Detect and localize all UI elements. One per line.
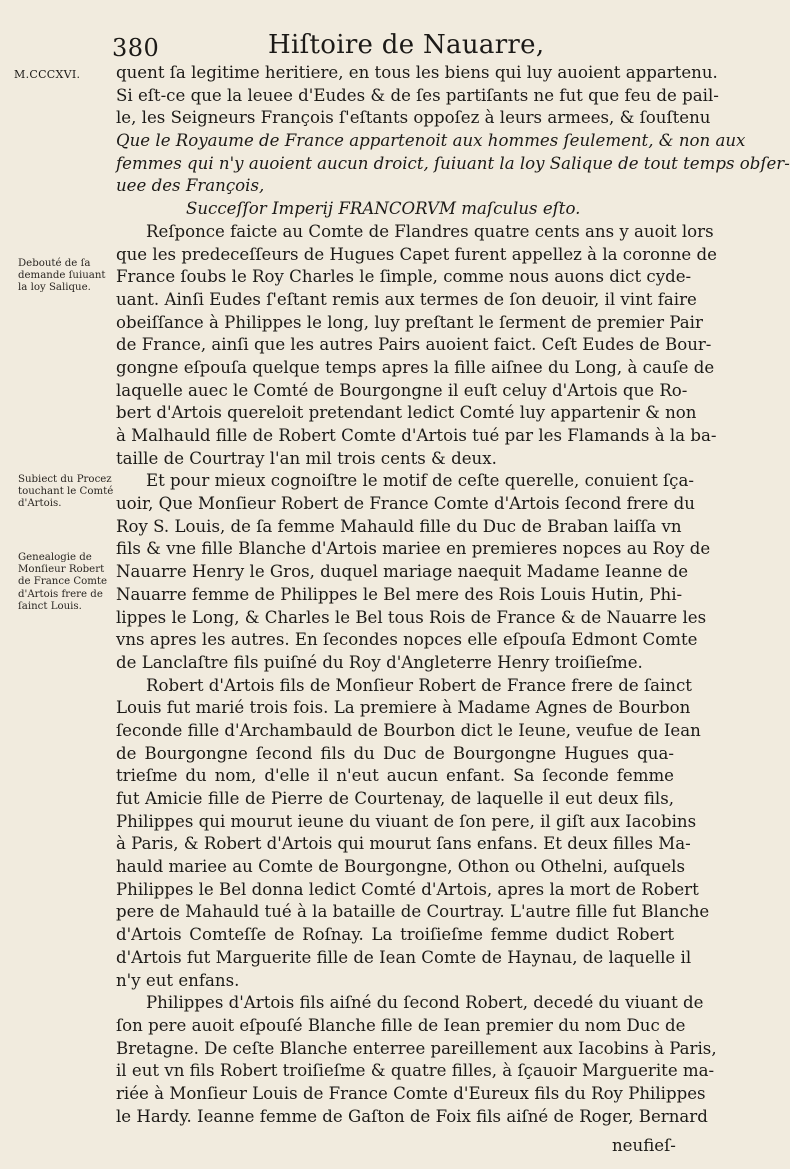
text-line: Que le Royaume de France appartenoit aux hommes ſeulement, & non aux [116,131,746,151]
text-line: lippes le Long, & Charles le Bel tous Rois de France & de Nauarre les [116,607,707,627]
text-line: hauld mariee au Comte de Bourgongne, Othon ou Othelni, auſquels [116,857,685,877]
text-line: vns apres les autres. En ſecondes nopces elle eſpouſa Edmont Comte [116,630,698,650]
text-line: trieſme du nom, d'elle il n'eut aucun enfant. Sa ſeconde femme [116,766,674,786]
text-line: Et pour mieux cognoiſtre le motif de ceſte querelle, conuient ſça- [146,471,694,491]
text-line: Robert d'Artois fils de Monſieur Robert de France frere de ſainct [146,675,692,695]
text-line: le Hardy. Ieanne femme de Gaſton de Foix fils aiſné de Roger, Bernard [116,1106,708,1126]
text-line: Si eſt-ce que la leuee d'Eudes & de ſes partiſants ne fut que feu de pail- [116,85,719,105]
text-line: de France, ainſi que les autres Pairs auoient faict. Ceſt Eudes de Bour- [116,335,712,355]
text-line: de Bourgongne ſecond fils du Duc de Bourgongne Hugues qua- [116,743,674,763]
text-line: fils & vne fille Blanche d'Artois mariee en premieres nopces au Roy de [116,539,711,559]
text-line: Bretagne. De ceſte Blanche enterree pareillement aux Iacobins à Paris, [116,1038,717,1058]
text-line: bert d'Artois quereloit pretendant ledict Comté luy appartenir & non [116,403,697,423]
text-line: Succeſſor Imperij FRANCORVM maſculus eſto. [186,199,581,219]
margin-note-artois-suit: Subiect du Procez touchant le Comté d'Artois. [18,474,114,510]
text-line: taille de Courtray l'an mil trois cents & deux. [116,448,497,468]
text-line: laquelle auec le Comté de Bourgongne il euſt celuy d'Artois que Ro- [116,380,688,400]
text-line: Philippes le Bel donna ledict Comté d'Artois, apres la mort de Robert [116,879,699,899]
text-line: n'y eut enfans. [116,970,240,990]
text-line: d'Artois fut Marguerite fille de Iean Comte de Haynau, de laquelle il [116,947,692,967]
text-line: France ſoubs le Roy Charles le ſimple, comme nous auons dict cyde- [116,267,692,287]
catchword: neufieſ- [612,1136,676,1155]
text-line: pere de Mahauld tué à la bataille de Courtray. L'autre fille fut Blanche [116,902,710,922]
text-line: uant. Ainſi Eudes ſ'eſtant remis aux termes de ſon deuoir, il vint faire [116,289,697,309]
text-line: que les predeceſſeurs de Hugues Capet furent appellez à la coronne de [116,244,717,264]
text-line: quent ſa legitime heritiere, en tous les biens qui luy auoient appartenu. [116,63,718,82]
text-line: Philippes d'Artois fils aiſné du ſecond Robert, decedé du viuant de [146,993,704,1013]
text-line: obeiſſance à Philippes le long, luy preſtant le ſerment de premier Pair [116,312,703,332]
text-line: le, les Seigneurs François ſ'eſtants oppoſez à leurs armees, & ſouſtenu [116,108,711,128]
text-line: Nauarre femme de Philippes le Bel mere des Rois Louis Hutin, Phi- [116,584,683,604]
text-line: gongne eſpouſa quelque temps apres la fille aiſnee du Long, à cauſe de [116,357,715,377]
page-number: 380 [112,34,160,62]
text-line: à Malhauld fille de Robert Comte d'Artois tué par les Flamands à la ba- [116,426,717,445]
text-line: de Lanclaſtre fils puiſné du Roy d'Angleterre Henry troiſieſme. [116,652,643,672]
text-line: Roy S. Louis, de ſa femme Mahauld fille du Duc de Braban laiſſa vn [116,516,682,536]
text-line: Nauarre Henry le Gros, duquel mariage naequit Madame Ieanne de [116,562,689,582]
main-text [116,62,790,1128]
text-line: Louis fut marié trois fois. La premiere à Madame Agnes de Bourbon [116,698,691,718]
margin-note-genealogy: Genealogie de Monſieur Robert de France Comte d'Artois frere de ſainct Louis. [18,552,108,612]
text-line: Reſponce faicte au Comte de Flandres quatre cents ans y auoit lors [146,221,714,241]
text-line: Philippes qui mourut ieune du viuant de ſon pere, il giſt aux Iacobins [116,811,697,831]
running-title: Hiſtoire de Nauarre, [268,30,545,60]
text-line: ſon pere auoit eſpouſé Blanche fille de Iean premier du nom Duc de [116,1015,686,1035]
text-line: riée à Monſieur Louis de France Comte d'Eureux fils du Roy Philippes [116,1083,706,1103]
text-line: il eut vn fils Robert troiſieſme & quatre filles, à ſçauoir Marguerite ma- [116,1061,715,1081]
text-line: uoir, Que Monſieur Robert de France Comte d'Artois ſecond frere du [116,494,695,514]
year-marker: M.CCCXVI. [14,68,81,81]
text-line: d'Artois Comteſſe de Roſnay. La troiſieſme femme dudict Robert [116,925,674,945]
text-line: ſeconde fille d'Archambauld de Bourbon dict le Ieune, veufue de Iean [116,720,701,740]
text-line: uee des François, [116,176,265,196]
text-line: à Paris, & Robert d'Artois qui mourut ſans enfans. Et deux filles Ma- [116,834,691,854]
margin-note-salic-law: Debouté de ſa demande ſuiuant la loy Salique. [18,258,106,294]
text-line: femmes qui n'y auoient aucun droict, ſuiuant la loy Salique de tout temps obſer- [116,153,790,173]
text-line: fut Amicie fille de Pierre de Courtenay, de laquelle il eut deux fils, [116,789,674,808]
